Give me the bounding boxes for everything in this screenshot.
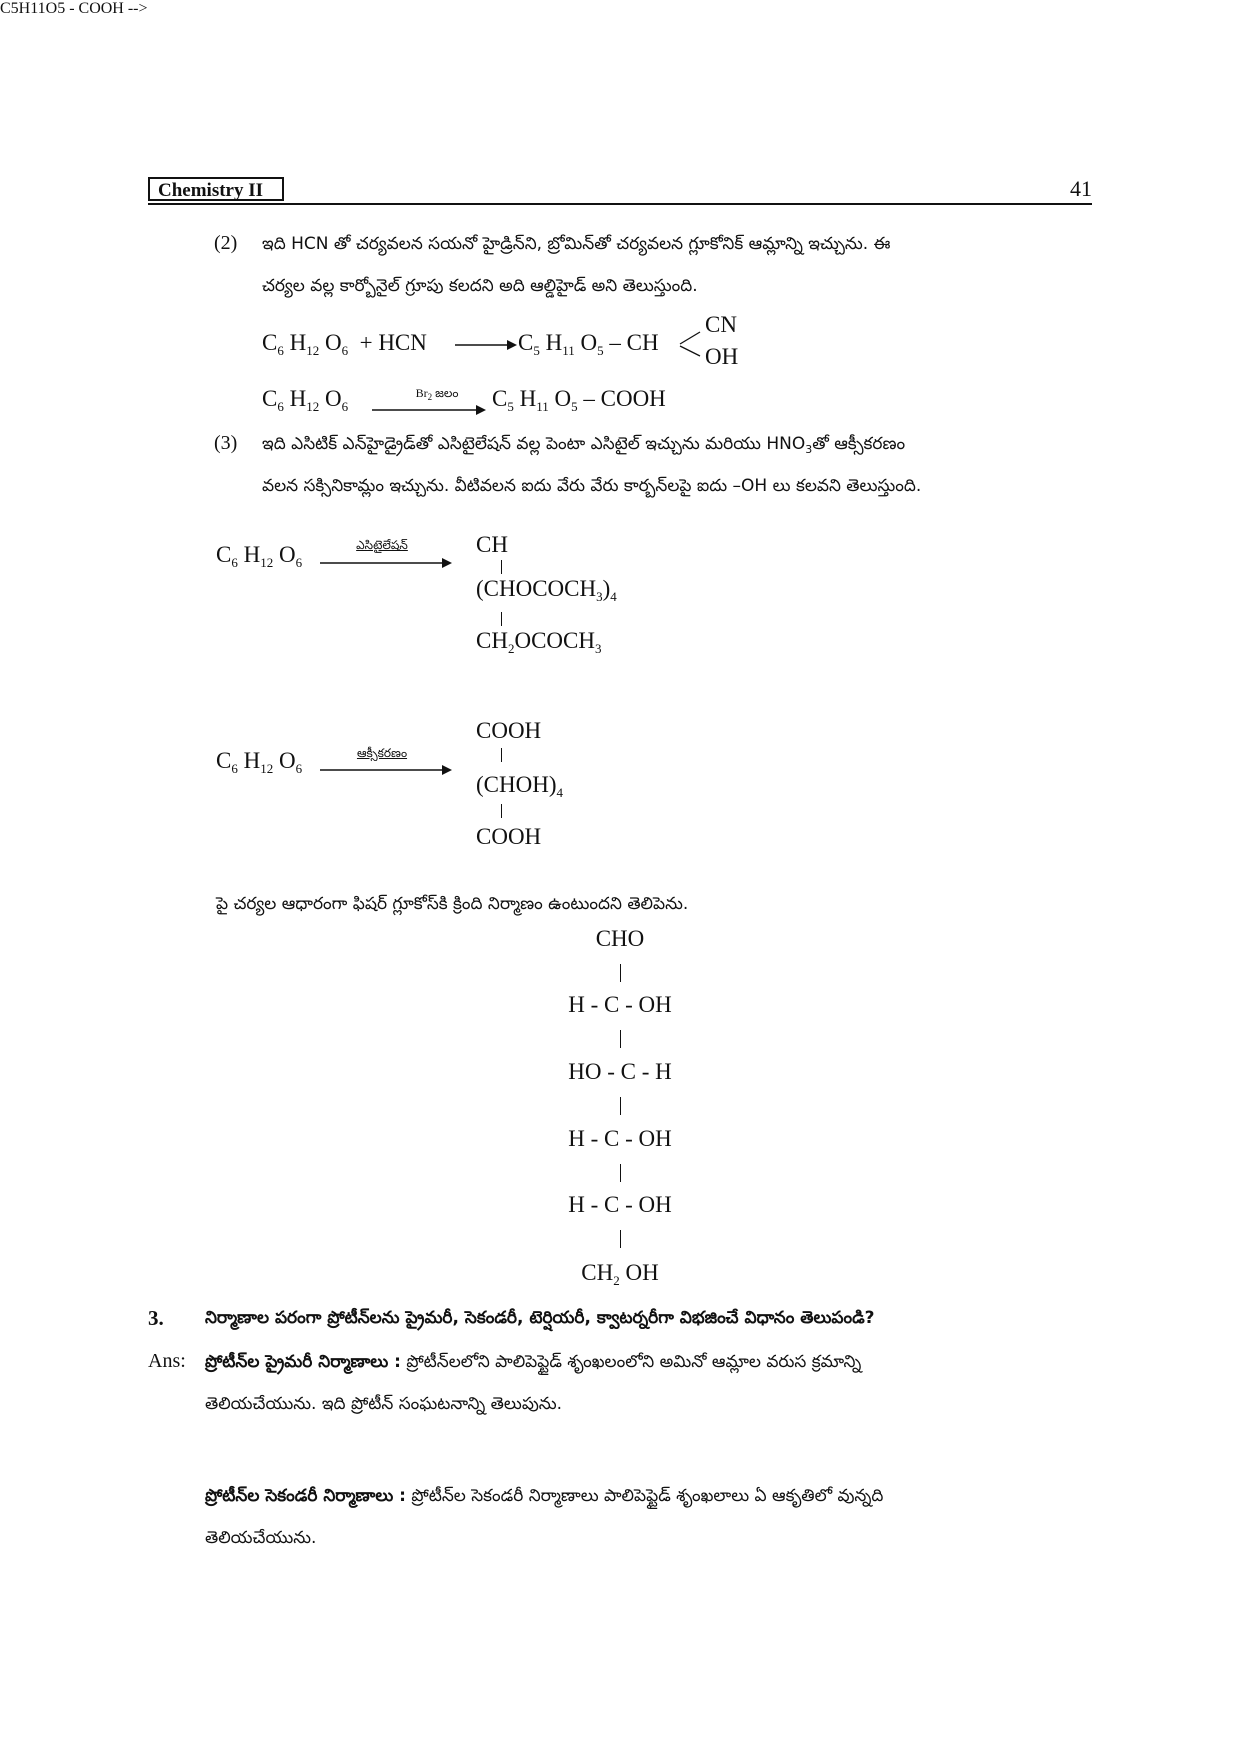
oxidation-label: ఆక్సీకరణం [356,746,408,760]
answer-secondary-line1: ప్రోటీన్‌ల సెకండరీ నిర్మాణాలు : ప్రోటీన్‌ల సెకండరీ నిర్మాణాలు పాలిపెప్టైడ్ శృంఖలాలు ఏ ఆకృతిలో వున్నది [205,1486,884,1506]
item2-line1: ఇది HCN తో చర్యవలన సయనో హైడ్రిన్‌ని, బ్రోమిన్‌తో చర్యవలన గ్లూకోనిక్ ఆమ్లాన్ని ఇచ్చును. ఈ [262,234,891,254]
reaction-arrow [455,335,517,355]
fischer-bond-5 [620,1230,621,1248]
item3-line1: ఇది ఎసిటిక్ ఎన్‌హైడ్రైడ్‌తో ఎసిటైలేషన్ వల్ల పెంటా ఎసిటైల్ ఇచ్చును మరియు $HNO_3తో$ ఆక్సీకరణం [262,434,906,456]
oxidation-arrow [320,763,452,777]
answer-primary-line2: తెలియచేయును. ఇది ప్రోటీన్ సంఘటనాన్ని తెలుపును. [205,1394,563,1414]
oxid-product-bottom: COOH [476,824,542,849]
page-number: 41 [1070,176,1092,201]
fischer-intro: పై చర్యల ఆధారంగా ఫిషర్ గ్లూకోస్‌కి క్రింది నిర్మాణం ఉంటుందని తెలిపెను. [216,894,689,914]
item2-line2: చర్యల వల్ల కార్బోనైల్ గ్రూపు కలదని అది ఆల్డిహైడ్ అని తెలుస్తుంది. [262,276,698,296]
answer-primary-line1: ప్రోటీన్‌ల ప్రైమరీ నిర్మాణాలు : ప్రోటీన్‌లలోని పాలిపెప్టైడ్ శృంఖలంలోని అమినో ఆమ్లాల వరుస క్రమాన్ని [205,1352,862,1372]
acetyl-bond-1 [501,560,502,574]
item3-number: (3) [214,432,238,454]
fischer-row-c2: H - C - OH [568,992,672,1017]
cyanohydrin-oh: OH [705,344,739,369]
acetylation-label: ఎసిటైలేషన్ [356,538,408,552]
item3-line2: వలన సక్సినికామ్లం ఇచ్చును. వీటివలన ఐదు వేరు వేరు కార్బన్‌లపై ఐదు –OH లు కలవని తెలుస్తుంది. [262,476,922,496]
acetyl-product-bottom: $CH_2OCOCH_3$ [476,628,602,656]
oxid-bond-1 [501,748,502,762]
oxidation-reactant: $C_6$ $H_{12}$ $O_6$ [216,748,303,776]
oxid-product-middle: $(CHOH)_4$ [476,772,563,800]
reaction-hcn: $C_6$ $H_{12}$ $O_6$ + HCN [262,330,427,358]
reaction-br2: $C_6$ $H_{12}$ $O_6$ [262,386,349,414]
fischer-row-c3: HO - C - H [568,1059,672,1084]
acetyl-bond-2 [501,612,502,626]
fischer-row-c5: H - C - OH [568,1192,672,1217]
question3-number: 3. [148,1306,164,1330]
fischer-row-c4: H - C - OH [568,1126,672,1151]
reaction-br2-product: $C_5$ $H_{11}$ $O_5$ – COOH [492,386,666,414]
reaction-hcn-product: $C_5$ $H_{11}$ $O_5$ – CH [518,330,659,358]
br2-label: $Br_2$ జలం [415,386,459,402]
br2-arrow [372,403,486,417]
header-rule [148,203,1092,205]
fischer-bond-1 [620,964,621,982]
cyanohydrin-bonds [678,322,704,366]
item2-number: (2) [214,232,238,254]
acetyl-product-top: CH [476,532,508,557]
cyanohydrin-cn: CN [705,312,737,337]
header-title: Chemistry II [148,177,284,201]
acetyl-product-middle: $(CHOCOCH_3)_4$ [476,576,617,604]
oxid-bond-2 [501,804,502,818]
fischer-bond-4 [620,1164,621,1182]
fischer-bond-2 [620,1030,621,1048]
fischer-row-cho: CHO [595,926,645,951]
fischer-bond-3 [620,1097,621,1115]
answer-secondary-line2: తెలియచేయును. [205,1528,317,1548]
answer-label: Ans: [148,1350,186,1372]
acetylation-reactant: $C_6$ $H_{12}$ $O_6$ [216,542,303,570]
acetylation-arrow [320,556,452,570]
fischer-row-ch2oh: $CH_2$ OH [581,1260,659,1288]
oxid-product-top: COOH [476,718,542,743]
question3-text: నిర్మాణాల పరంగా ప్రోటీన్‌లను ప్రైమరీ, సెకండరీ, టెర్షియరీ, క్వాటర్నరీగా విభజించే విధానం తెలుపండి? [205,1308,875,1328]
